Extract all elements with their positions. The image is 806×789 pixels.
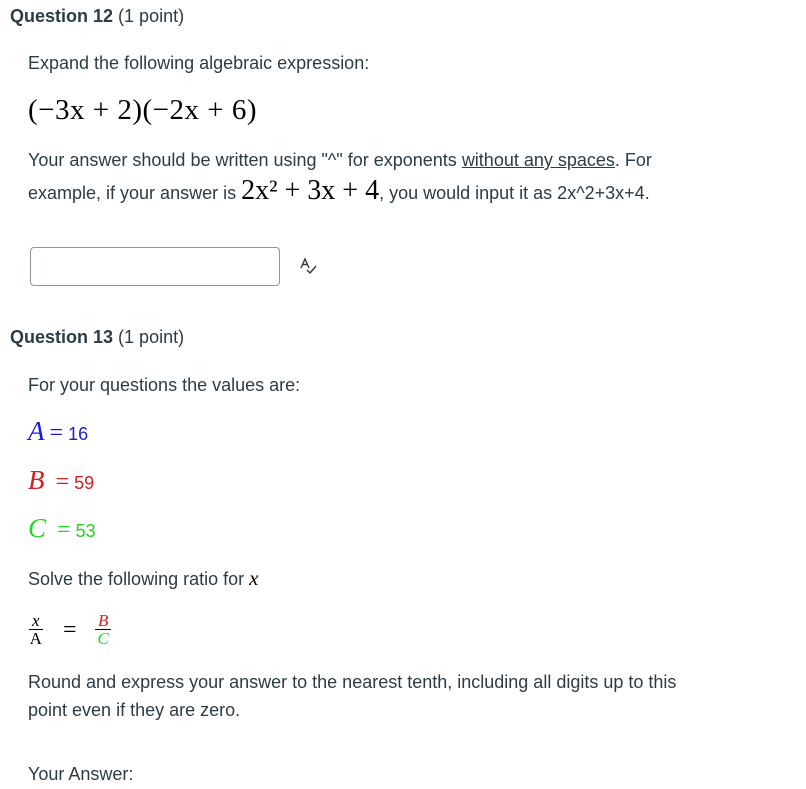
variable-a-value: 16 — [68, 424, 89, 444]
question-12-header — [10, 6, 184, 27]
spellcheck-icon[interactable] — [298, 256, 318, 276]
question-12-points: (1 point) — [118, 6, 185, 26]
question-12-answer-input[interactable] — [30, 247, 280, 286]
variable-c-value: 53 — [75, 521, 96, 541]
variable-b-line: B = 59 — [28, 465, 95, 495]
question-13-points: (1 point) — [118, 327, 185, 347]
variable-b-name: B — [28, 465, 45, 495]
solve-variable: x — [249, 566, 259, 590]
expression-to-expand: (−3x + 2)(−2x + 6) — [28, 94, 258, 126]
question-12-instructions-line2: example, if your answer is 2x² + 3x + 4, you would input it as 2x^2+3x+4. — [28, 175, 650, 206]
your-answer-label: Your Answer: — [28, 764, 134, 784]
ratio-equals: = — [63, 617, 77, 643]
question-13-header — [10, 327, 184, 348]
ratio-left-fraction: $\frac{x}{A}$ — [29, 611, 42, 648]
question-13-title: Question 13 — [10, 327, 114, 347]
example-answer-math: 2x² + 3x + 4 — [241, 175, 380, 206]
question-12-title: Question 12 — [10, 6, 114, 26]
instructions-underlined: without any spaces — [461, 150, 615, 170]
variable-c-line: C = 53 — [28, 513, 96, 543]
variable-a-line: A = 16 — [28, 416, 89, 446]
rounding-instruction-line1: Round and express your answer to the nearest tenth, including all digits up to this — [28, 672, 677, 692]
variable-c-name: C — [28, 513, 47, 543]
question-12-prompt: Expand the following algebraic expression: — [28, 53, 370, 73]
ratio-right-fraction: $\frac{B}{C}$ — [95, 613, 111, 648]
solve-ratio-instruction: Solve the following ratio for x — [28, 566, 259, 590]
rounding-instruction-line2: point even if they are zero. — [28, 700, 241, 720]
question-13-prompt: For your questions the values are: — [28, 375, 301, 395]
question-12-instructions-line1: Your answer should be written using "^" for exponents without any spaces. For — [28, 150, 652, 170]
variable-a-name: A — [28, 416, 45, 446]
variable-b-value: 59 — [74, 473, 95, 493]
